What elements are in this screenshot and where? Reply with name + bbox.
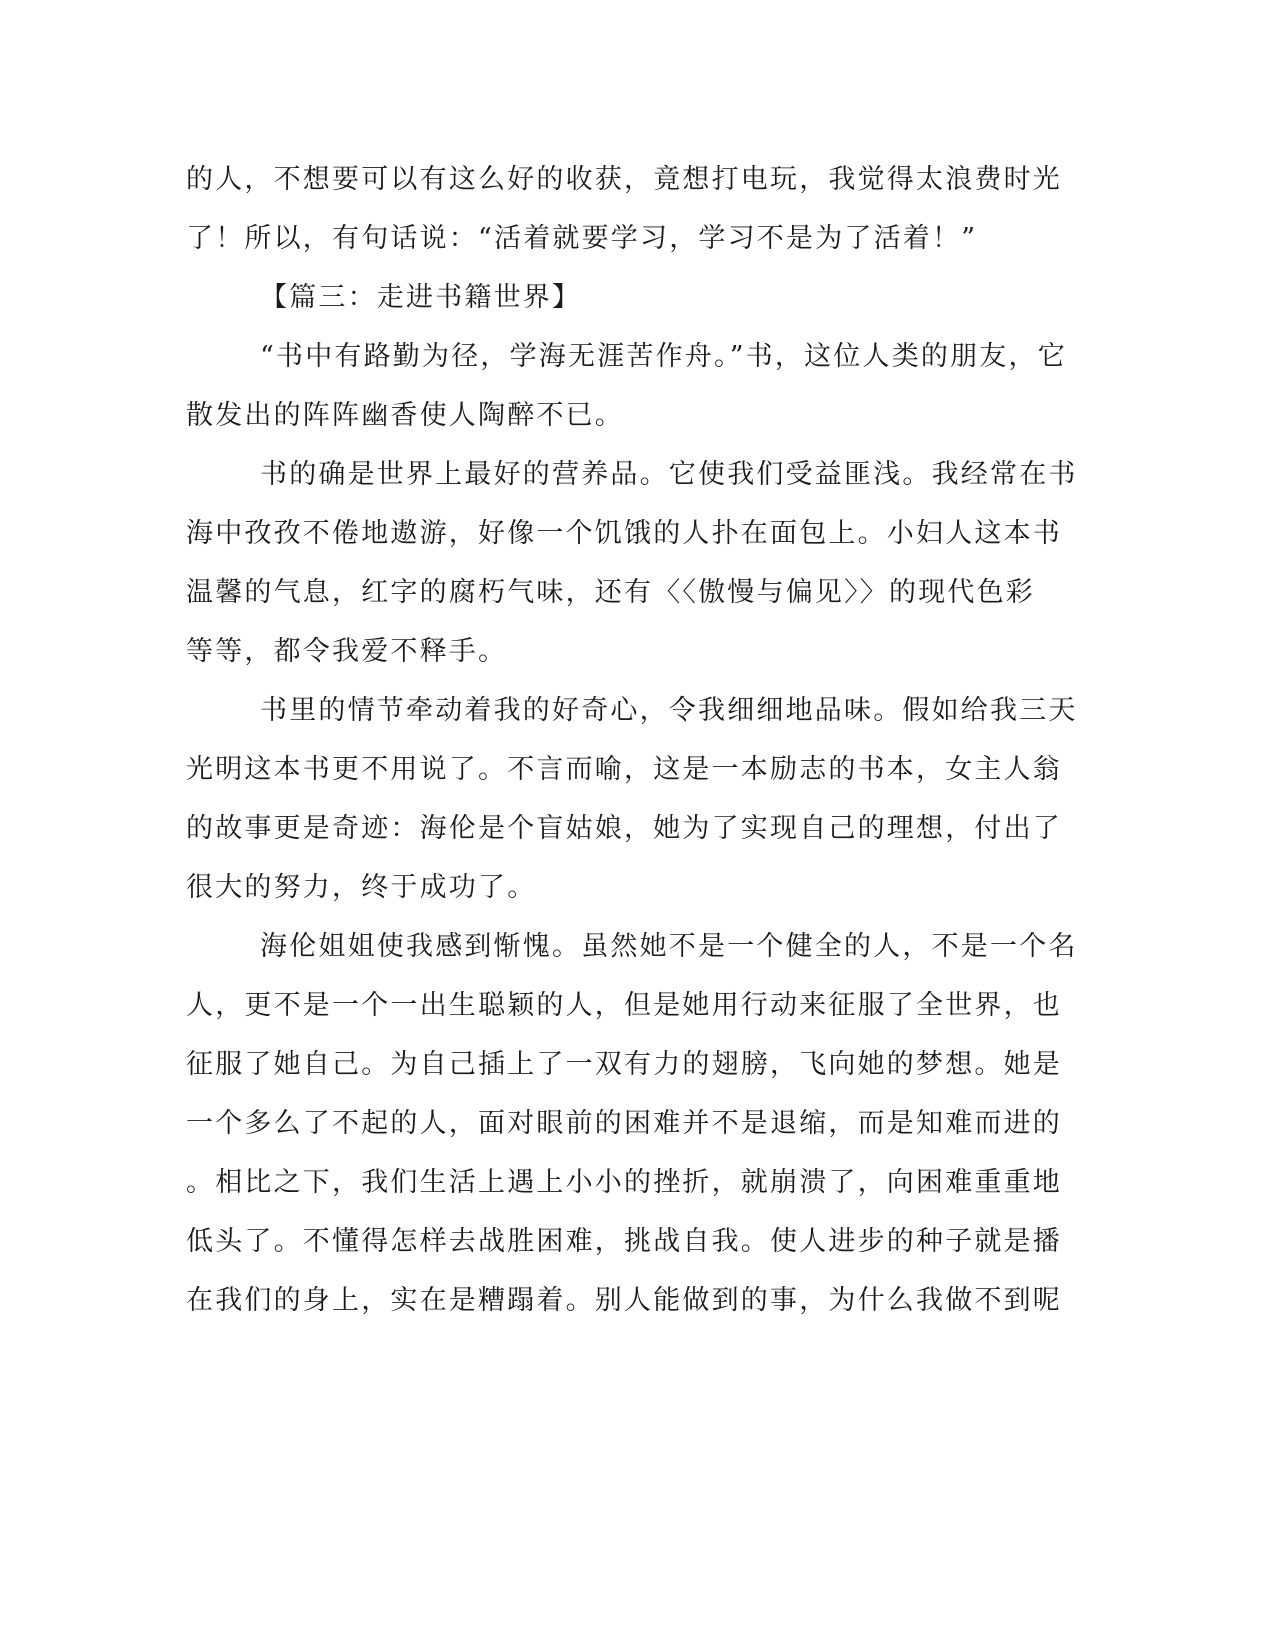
text-line: 了！所以，有句话说：“活着就要学习，学习不是为了活着！” [186, 223, 978, 254]
text-line: 温馨的气息，红字的腐朽气味，还有〈〈傲慢与偏见〉〉的现代色彩 [186, 577, 1035, 608]
text-line: 书的确是世界上最好的营养品。它使我们受益匪浅。我经常在书 [260, 459, 1078, 490]
text-line: 书里的情节牵动着我的好奇心，令我细细地品味。假如给我三天 [260, 695, 1078, 726]
text-line: 在我们的身上，实在是糟蹋着。别人能做到的事，为什么我做不到呢 [186, 1285, 1062, 1316]
text-line: 低头了。不懂得怎样去战胜困难，挑战自我。使人进步的种子就是播 [186, 1226, 1062, 1257]
text-line: 的人，不想要可以有这么好的收获，竟想打电玩，我觉得太浪费时光 [186, 164, 1062, 195]
text-line: 的故事更是奇迹：海伦是个盲姑娘，她为了实现自己的理想，付出了 [186, 813, 1062, 844]
text-line: 海伦姐姐使我感到惭愧。虽然她不是一个健全的人，不是一个名 [260, 931, 1078, 962]
text-line: 等等，都令我爱不释手。 [186, 636, 508, 667]
text-line: 光明这本书更不用说了。不言而喻，这是一本励志的书本，女主人翁 [186, 754, 1062, 785]
text-line: 海中孜孜不倦地遨游，好像一个饥饿的人扑在面包上。小妇人这本书 [186, 518, 1062, 549]
text-line: 一个多么了不起的人，面对眼前的困难并不是退缩，而是知难而进的 [186, 1108, 1062, 1139]
section-heading: 【篇三：走进书籍世界】 [260, 282, 582, 313]
text-line: “书中有路勤为径，学海无涯苦作舟。”书，这位人类的朋友，它 [260, 341, 1067, 372]
text-line: 。相比之下，我们生活上遇上小小的挫折，就崩溃了，向困难重重地 [186, 1167, 1062, 1198]
text-line: 很大的努力，终于成功了。 [186, 872, 537, 903]
text-line: 散发出的阵阵幽香使人陶醉不已。 [186, 400, 624, 431]
text-line: 征服了她自己。为自己插上了一双有力的翅膀，飞向她的梦想。她是 [186, 1049, 1062, 1080]
text-line: 人，更不是一个一出生聪颖的人，但是她用行动来征服了全世界，也 [186, 990, 1062, 1021]
